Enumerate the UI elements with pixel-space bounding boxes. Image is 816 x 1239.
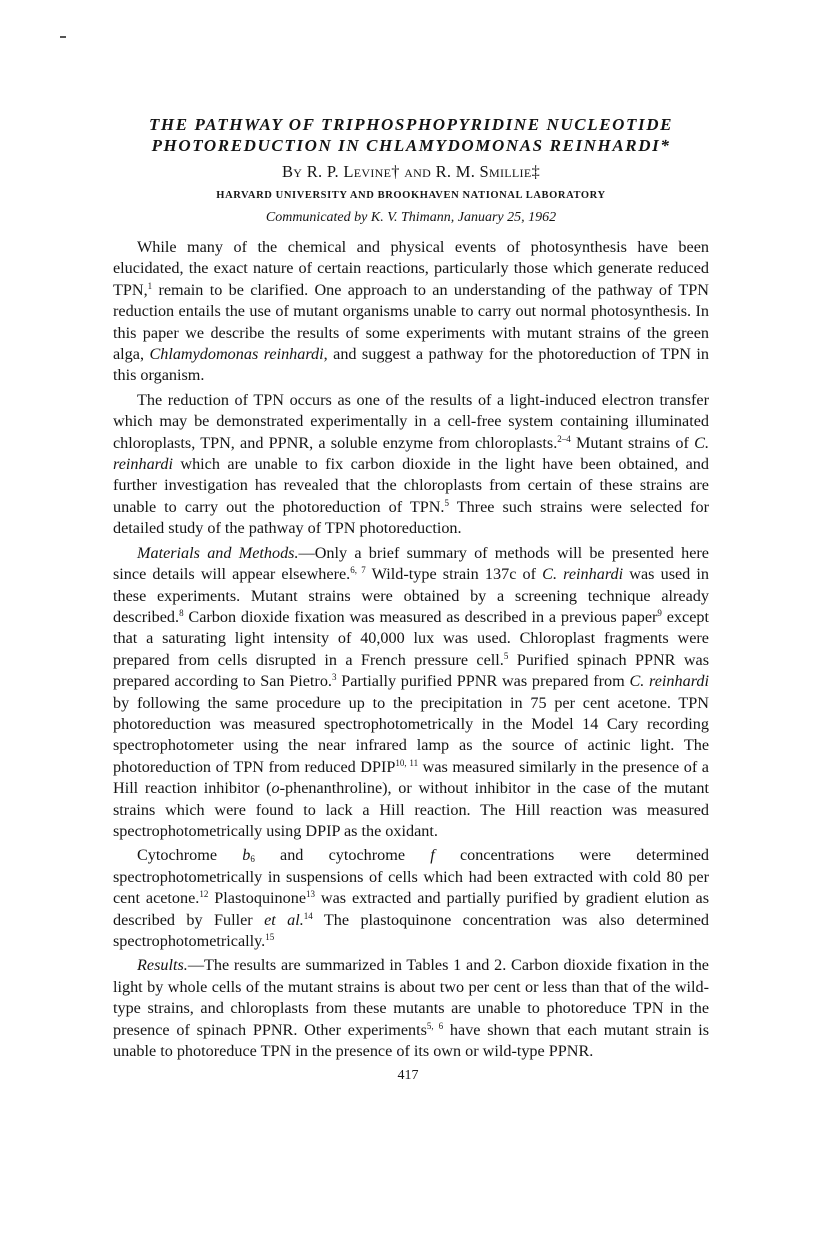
footnote-ref: 2–4	[557, 433, 571, 444]
title-line-1: THE PATHWAY OF TRIPHOSPHOPYRIDINE NUCLEOTIDE	[148, 115, 674, 134]
paragraph-results: Results.—The results are summarized in Tables 1 and 2. Carbon dioxide fixation in the light by whole cells of the mutant strains is about two per cent or less than that of the wild-type strains, and chloroplasts from these mutants are unable to photoreduce TPN in the presence of spinach PPNR. Other experiments$^{5, 6}$ have shown that each mutant strain is unable to photoreduce TPN in the presence of its own or wild-type PPNR.	[113, 956, 710, 1061]
footnote-ref: 13	[306, 889, 316, 900]
article-body	[113, 237, 709, 1062]
author-1-footnote-mark: †	[391, 162, 400, 181]
footnote-ref: 10, 11	[395, 757, 419, 768]
margin-mark	[60, 36, 66, 38]
footnote-ref: 12	[199, 889, 209, 900]
paragraph-cytochrome: Cytochrome $b_6$ and cytochrome f concentrations were determined spectrophotometrically in suspensions of cells which had been extracted with cold 80 per cent acetone.$^{12}$ Plastoquinone$^{13}$ was extracted and partially purified by gradient elution as described by Fuller et al.$^{14}$ The plastoquinone concentration was also determined spectrophotometrically.$^{15}$	[113, 846, 710, 950]
footnote-ref: 15	[265, 932, 275, 942]
page-number: 417	[397, 1068, 419, 1083]
paragraph-methods: Materials and Methods.—Only a brief summary of methods will be presented here since details will appear elsewhere.$^{6, 7}$ Wild-type strain 137c of C. reinhardi was used in these experiments. Mutant strains were obtained by a screening technique already described.$^8$ Carbon dioxide fixation was measured as described in a previous paper$^9$ except that a saturating light intensity of 40,000 lux was used. Chloroplast fragments were prepared from cells disrupted in a French pressure cell.$^5$ Purified spinach PPNR was prepared according to San Pietro.$^3$ Partially purified PPNR was prepared from C. reinhardi by following the same procedure up to the precipitation in 75 per cent acetone. TPN photoreduction was measured spectrophotometrically in the Model 14 Cary recording spectrophotometer using the near infrared lamp as the source of actinic light. The photoreduction of TPN from reduced DPIP$^{10, 11}$ was measured similarly in the presence of a Hill reaction inhibitor (o-phenanthroline), or without inhibitor in the case of the mutant strains which were found to lack a Hill reaction. The Hill reaction was measured spectrophotometrically using DPIP as the oxidant.	[113, 543, 710, 840]
communicated-by: Communicated by K. V. Thimann, January 25, 1962	[265, 210, 557, 225]
section-heading-methods: Materials and Methods.	[137, 543, 299, 562]
author-2-footnote-mark: ‡	[531, 162, 541, 181]
footnote-ref: 3	[331, 672, 337, 683]
paragraph-intro: While many of the chemical and physical events of photosynthesis have been elucidated, the exact nature of certain reactions, particularly those which generate reduced TPN,$^1$ remain to be clarified. One approach to an understanding of the pathway of TPN reduction entails the use of mutant organisms unable to carry out normal photosynthesis. In this paper we describe the results of some experiments with mutant strains of the green alga, Chlamydomonas reinhardi, and suggest a pathway for the photoreduction of TPN in this organism.	[113, 238, 709, 385]
footnote-ref: 14	[303, 910, 313, 921]
author-2: R. M. Smillie	[435, 162, 532, 181]
footnote-ref: 5	[503, 650, 509, 661]
byline-by: By	[281, 162, 303, 181]
footnote-ref: 1	[147, 280, 153, 291]
section-heading-results: Results.	[137, 956, 188, 975]
title-line-2: PHOTOREDUCTION IN CHLAMYDOMONAS REINHARDI*	[151, 136, 671, 155]
byline	[113, 162, 709, 182]
footnote-ref: 8	[179, 607, 184, 618]
author-1: R. P. Levine	[306, 162, 392, 181]
byline-and: and	[404, 162, 432, 181]
footnote-ref: 9	[657, 607, 662, 618]
article-title	[113, 114, 709, 156]
article-page	[113, 114, 709, 1062]
paragraph-reduction: The reduction of TPN occurs as one of the results of a light-induced electron transfer which may be demonstrated experimentally in a cell-free system containing illuminated chloroplasts, TPN, and PPNR, a soluble enzyme from chloroplasts.$^{2-4}$ Mutant strains of C. reinhardi which are unable to fix carbon dioxide in the light have been obtained, and further investigation has revealed that the chloroplasts from certain of these strains are unable to carry out the photoreduction of TPN.$^5$ Three such strains were selected for detailed study of the pathway of TPN photoreduction.	[113, 390, 709, 538]
affiliation: HARVARD UNIVERSITY AND BROOKHAVEN NATIONAL LABORATORY	[216, 190, 606, 201]
footnote-ref: 5, 6	[426, 1020, 444, 1031]
footnote-ref: 6, 7	[350, 565, 366, 576]
footnote-ref: 5	[444, 497, 449, 508]
